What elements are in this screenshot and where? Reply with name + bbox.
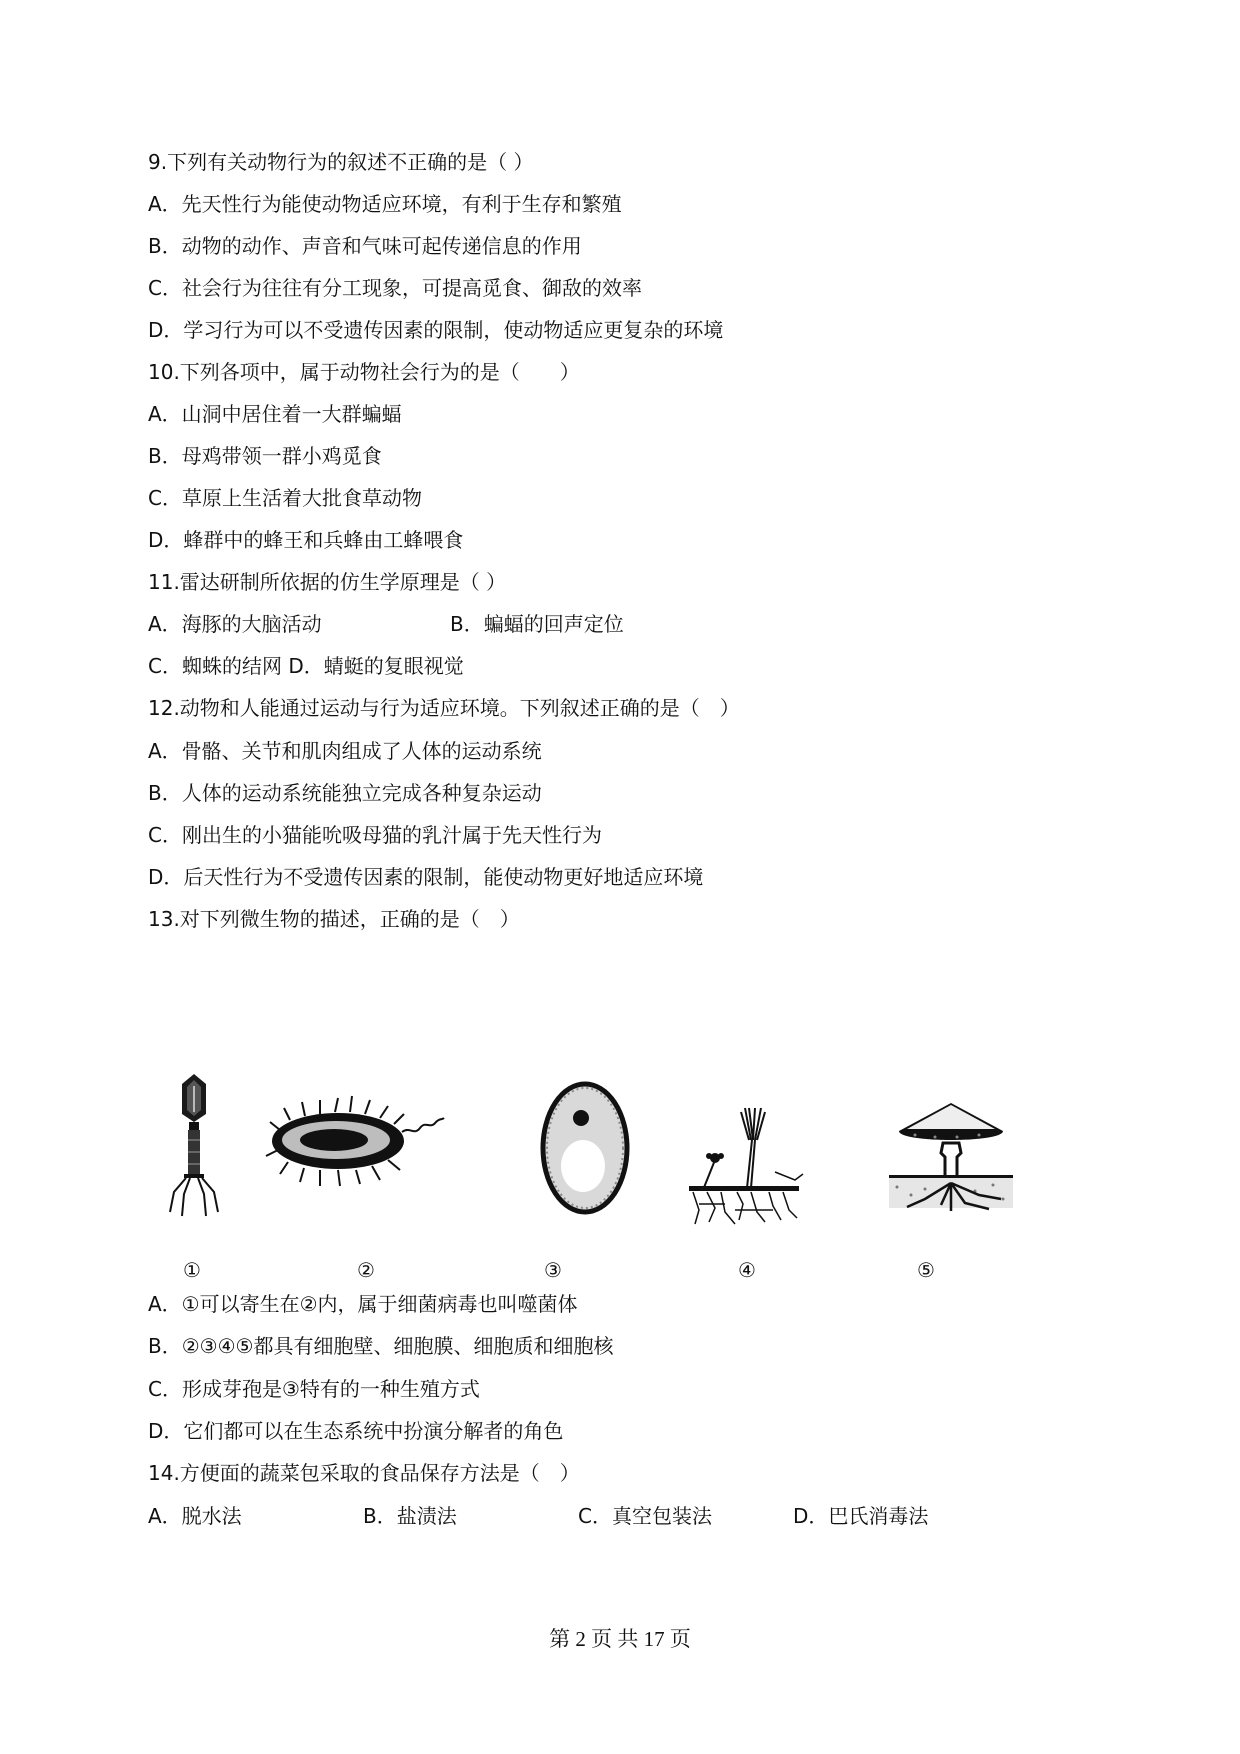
question-13-stem: 13.对下列微生物的描述，正确的是（ ） <box>148 907 520 931</box>
question-14-option-a: A．脱水法 <box>148 1504 242 1528</box>
question-14-stem: 14.方便面的蔬菜包采取的食品保存方法是（ ） <box>148 1461 580 1485</box>
question-11-option-b: B．蝙蝠的回声定位 <box>450 612 624 636</box>
question-13-option-d: D．它们都可以在生态系统中扮演分解者的角色 <box>148 1419 564 1443</box>
question-12-option-d: D．后天性行为不受遗传因素的限制，能使动物更好地适应环境 <box>148 865 704 889</box>
question-9-option-d: D．学习行为可以不受遗传因素的限制，使动物适应更复杂的环境 <box>148 318 724 342</box>
mushroom-illustration <box>885 1095 1015 1229</box>
bacteriophage-illustration <box>164 1070 224 1224</box>
question-10-option-c: C．草原上生活着大批食草动物 <box>148 486 422 510</box>
mold-illustration <box>685 1100 815 1234</box>
question-12-option-a: A．骨骼、关节和肌肉组成了人体的运动系统 <box>148 739 542 763</box>
question-10-option-d: D．蜂群中的蜂王和兵蜂由工蜂喂食 <box>148 528 464 552</box>
question-9-option-b: B．动物的动作、声音和气味可起传递信息的作用 <box>148 234 582 258</box>
question-9-stem: 9.下列有关动物行为的叙述不正确的是（ ） <box>148 150 534 174</box>
question-14-option-b: B．盐渍法 <box>363 1504 457 1528</box>
yeast-illustration <box>535 1080 635 1224</box>
question-11-option-c-d: C．蜘蛛的结网 D．蜻蜓的复眼视觉 <box>148 654 464 678</box>
question-14-option-d: D．巴氏消毒法 <box>793 1504 929 1528</box>
question-10-option-a: A．山洞中居住着一大群蝙蝠 <box>148 402 402 426</box>
figure-label-3: ③ <box>544 1258 562 1282</box>
question-10-option-b: B．母鸡带领一群小鸡觅食 <box>148 444 382 468</box>
question-11-stem: 11.雷达研制所依据的仿生学原理是（ ） <box>148 570 507 594</box>
question-13-option-c: C．形成芽孢是③特有的一种生殖方式 <box>148 1377 480 1401</box>
question-12-option-c: C．刚出生的小猫能吮吸母猫的乳汁属于先天性行为 <box>148 823 602 847</box>
figure-label-2: ② <box>357 1258 375 1282</box>
question-11-option-a: A．海豚的大脑活动 <box>148 612 322 636</box>
figure-label-4: ④ <box>738 1258 756 1282</box>
question-13-option-a: A．①可以寄生在②内，属于细菌病毒也叫噬菌体 <box>148 1292 578 1316</box>
question-12-option-b: B．人体的运动系统能独立完成各种复杂运动 <box>148 781 542 805</box>
question-14-option-c: C．真空包装法 <box>578 1504 712 1528</box>
question-12-stem: 12.动物和人能通过运动与行为适应环境。下列叙述正确的是（ ） <box>148 696 740 720</box>
question-9-option-a: A．先天性行为能使动物适应环境，有利于生存和繁殖 <box>148 192 622 216</box>
question-10-stem: 10.下列各项中，属于动物社会行为的是（ ） <box>148 360 580 384</box>
question-9-option-c: C．社会行为往往有分工现象，可提高觅食、御敌的效率 <box>148 276 642 300</box>
microorganism-figure <box>150 1070 1050 1300</box>
page-number-footer: 第 2 页 共 17 页 <box>549 1627 691 1651</box>
figure-label-5: ⑤ <box>917 1258 935 1282</box>
bacterium-illustration <box>260 1090 445 1194</box>
figure-label-1: ① <box>183 1258 201 1282</box>
question-13-option-b: B．②③④⑤都具有细胞壁、细胞膜、细胞质和细胞核 <box>148 1334 614 1358</box>
